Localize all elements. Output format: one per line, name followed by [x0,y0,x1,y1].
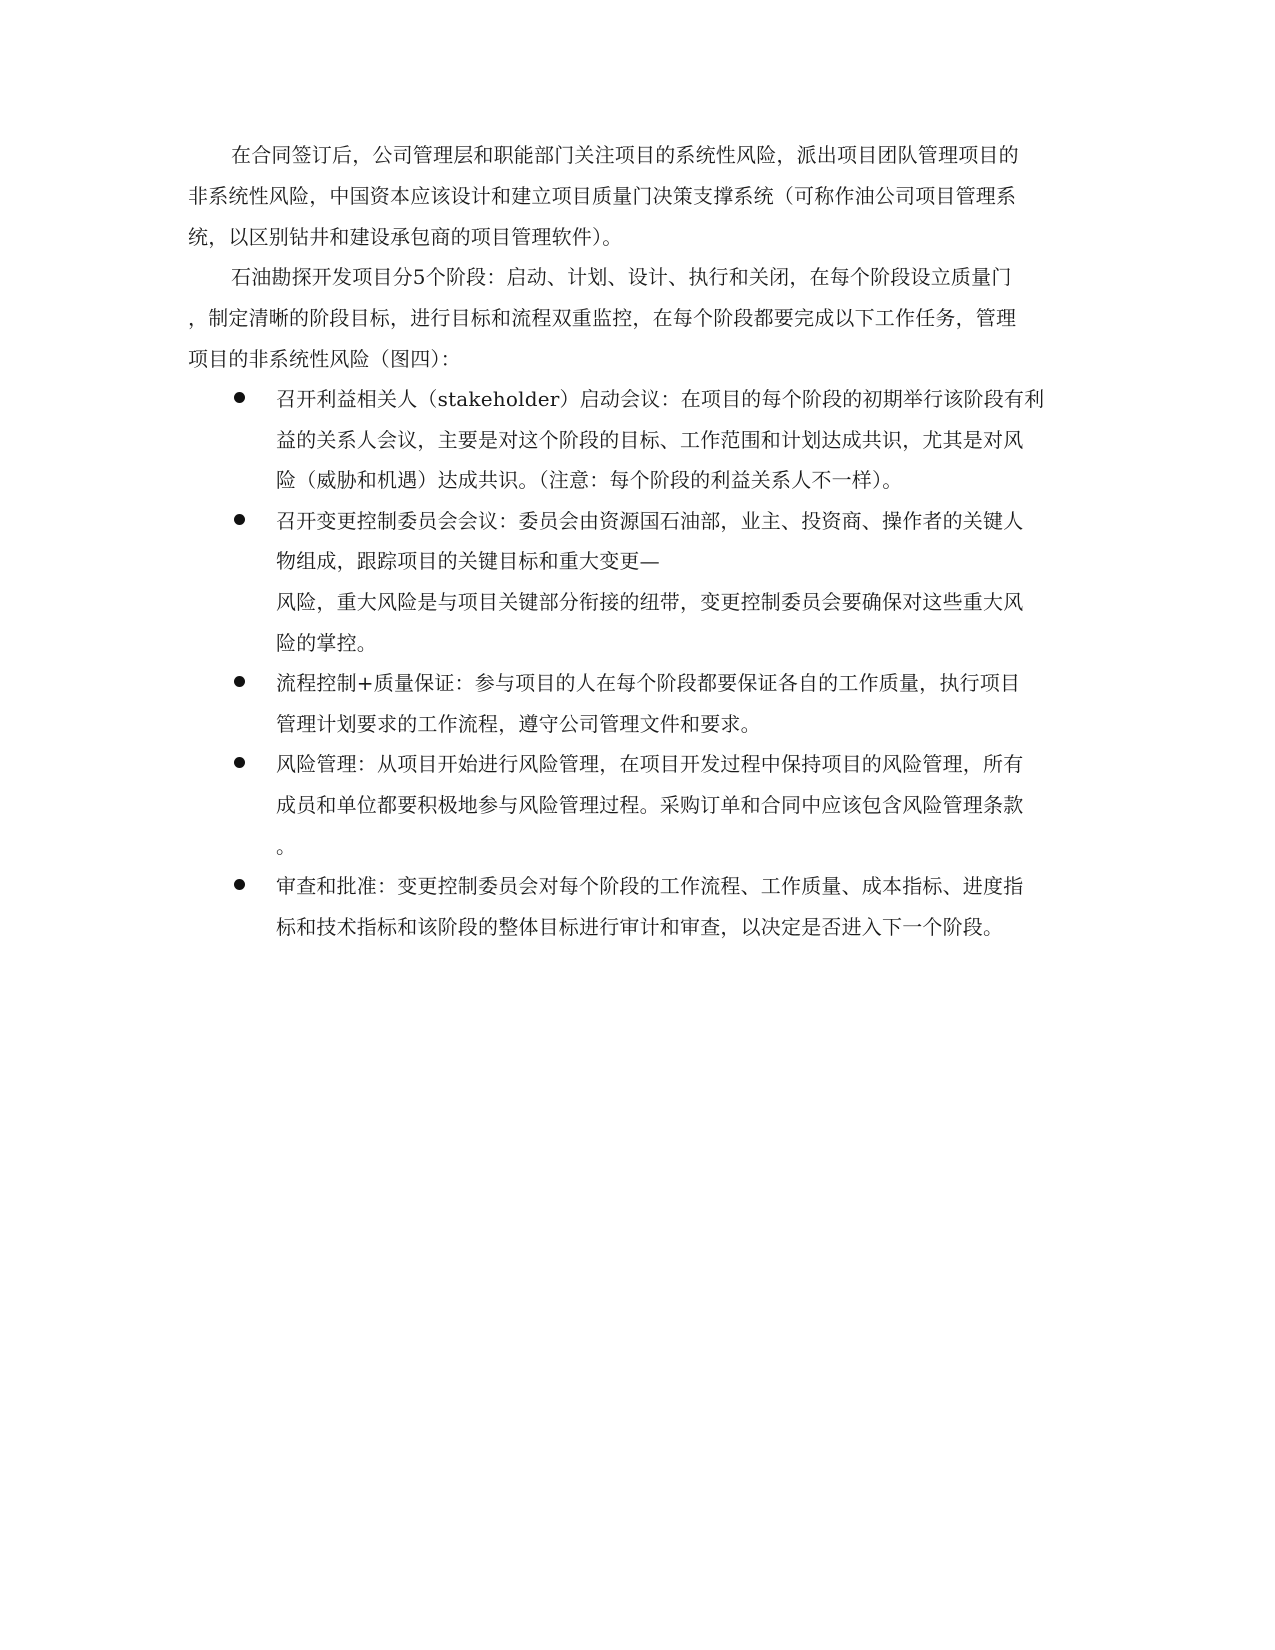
bullet-dot-icon [234,757,245,768]
bullet-line: 险（威胁和机遇）达成共识。（注意：每个阶段的利益关系人不一样）。 [276,468,903,492]
bullet-dot-icon [234,676,245,687]
bullet-line: 风险，重大风险是与项目关键部分衔接的纽带，变更控制委员会要确保对这些重大风 [276,590,1024,614]
bullet-line: 流程控制+质量保证：参与项目的人在每个阶段都要保证各自的工作质量，执行项目 [276,671,1021,695]
bullet-dot-icon [234,879,245,890]
bullet-line: 审查和批准：变更控制委员会对每个阶段的工作流程、工作质量、成本指标、进度指 [276,874,1024,898]
paragraph-1-line: 在合同签订后，公司管理层和职能部门关注项目的系统性风险，派出项目团队管理项目的 [231,143,1019,167]
bullet-line: 管理计划要求的工作流程，遵守公司管理文件和要求。 [276,712,761,736]
paragraph-2-line: 项目的非系统性风险（图四）： [188,347,461,371]
bullet-dot-icon [234,514,245,525]
bullet-line: 益的关系人会议，主要是对这个阶段的目标、工作范围和计划达成共识，尤其是对风 [276,428,1024,452]
paragraph-1-line: 统，以区别钻井和建设承包商的项目管理软件）。 [188,225,623,249]
bullet-line: 召开利益相关人（stakeholder）启动会议：在项目的每个阶段的初期举行该阶段有利 [276,387,1045,411]
bullet-line: 风险管理：从项目开始进行风险管理，在项目开发过程中保持项目的风险管理，所有 [276,752,1024,776]
paragraph-1-line: 非系统性风险，中国资本应该设计和建立项目质量门决策支撑系统（可称作油公司项目管理系 [188,184,1017,208]
bullet-dot-icon [234,392,245,403]
bullet-line: 成员和单位都要积极地参与风险管理过程。采购订单和合同中应该包含风险管理条款 [276,793,1024,817]
bullet-line: 物组成，跟踪项目的关键目标和重大变更— [276,549,660,573]
bullet-line: 。 [276,834,297,858]
bullet-line: 召开变更控制委员会会议：委员会由资源国石油部，业主、投资商、操作者的关键人 [276,509,1024,533]
bullet-line: 险的掌控。 [276,631,377,655]
bullet-line: 标和技术指标和该阶段的整体目标进行审计和审查，以决定是否进入下一个阶段。 [276,915,1004,939]
paragraph-2-line: 石油勘探开发项目分5个阶段：启动、计划、设计、执行和关闭，在每个阶段设立质量门 [231,265,1012,289]
paragraph-2-line: ，制定清晰的阶段目标，进行目标和流程双重监控，在每个阶段都要完成以下工作任务，管理 [188,306,1017,330]
